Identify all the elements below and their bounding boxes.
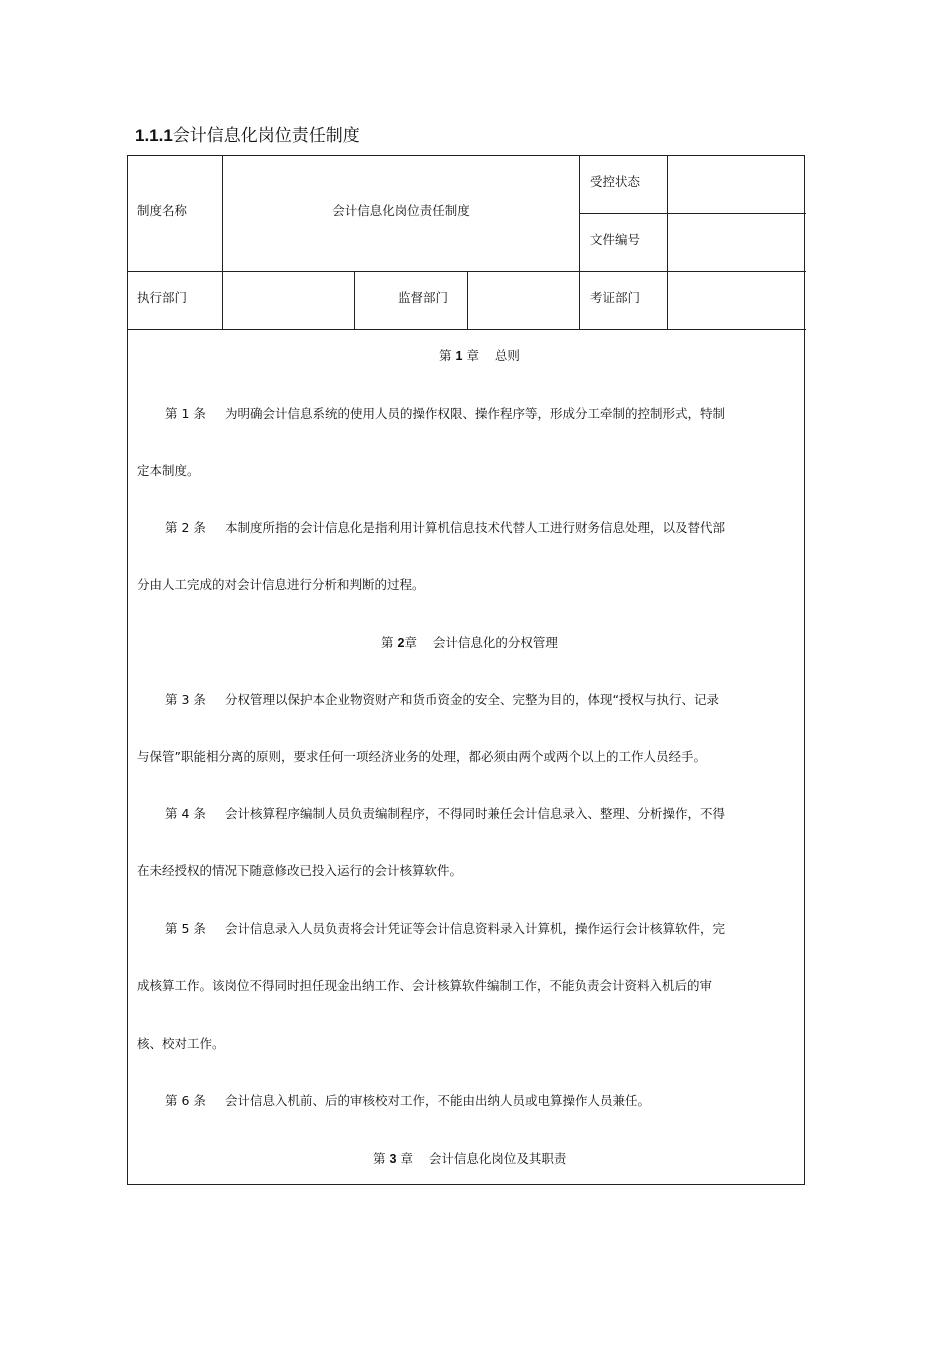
supervise-dept-label: 监督部门	[398, 290, 449, 305]
chapter-heading: 第 2章 会计信息化的分权管理	[381, 635, 558, 650]
article-heading: 第 1 条	[165, 406, 206, 421]
name-value: 会计信息化岗位责任制度	[332, 203, 470, 218]
article-text: 分权管理以保护本企业物资财产和货币资金的安全、完整为目的，体现“授权与执行、记录	[225, 692, 719, 707]
article-heading: 第 6 条	[165, 1093, 206, 1108]
page-title	[135, 124, 360, 148]
article-text: 与保管”职能相分离的原则，要求任何一项经济业务的处理，都必须由两个或两个以上的工作人员经手。	[137, 749, 706, 764]
chapter-heading: 第 1 章 总则	[439, 348, 520, 363]
article-text: 核、校对工作。	[137, 1036, 225, 1051]
assess-dept-label: 考证部门	[590, 290, 641, 305]
chapter-heading: 第 3 章 会计信息化岗位及其职责	[373, 1151, 567, 1166]
regulation-table	[127, 155, 805, 1185]
article-text: 本制度所指的会计信息化是指利用计算机信息技术代替人工进行财务信息处理，以及替代部	[225, 520, 726, 535]
article-heading: 第 4 条	[165, 806, 206, 821]
section-number: 1.1.1	[135, 126, 173, 145]
article-text: 在未经授权的情况下随意修改已投入运行的会计核算软件。	[137, 863, 463, 878]
status-label: 受控状态	[590, 174, 641, 189]
docno-label: 文件编号	[590, 232, 641, 247]
article-text: 定本制度。	[137, 463, 200, 478]
article-text: 成核算工作。该岗位不得同时担任现金出纳工作、会计核算软件编制工作，不能负责会计资料入机后的审	[137, 978, 713, 993]
article-text: 会计信息入机前、后的审核校对工作，不能由出纳人员或电算操作人员兼任。	[225, 1093, 651, 1108]
section-title: 会计信息化岗位责任制度	[172, 126, 360, 146]
article-text: 分由人工完成的对会计信息进行分析和判断的过程。	[137, 577, 425, 592]
name-label: 制度名称	[137, 203, 188, 218]
article-heading: 第 5 条	[165, 921, 206, 936]
exec-dept-label: 执行部门	[137, 290, 188, 305]
article-text: 会计信息录入人员负责将会计凭证等会计信息资料录入计算机，操作运行会计核算软件，完	[225, 921, 726, 936]
article-text: 为明确会计信息系统的使用人员的操作权限、操作程序等，形成分工牵制的控制形式，特制	[225, 406, 726, 421]
article-heading: 第 3 条	[165, 692, 206, 707]
article-text: 会计核算程序编制人员负责编制程序，不得同时兼任会计信息录入、整理、分析操作，不得	[225, 806, 726, 821]
article-heading: 第 2 条	[165, 520, 206, 535]
